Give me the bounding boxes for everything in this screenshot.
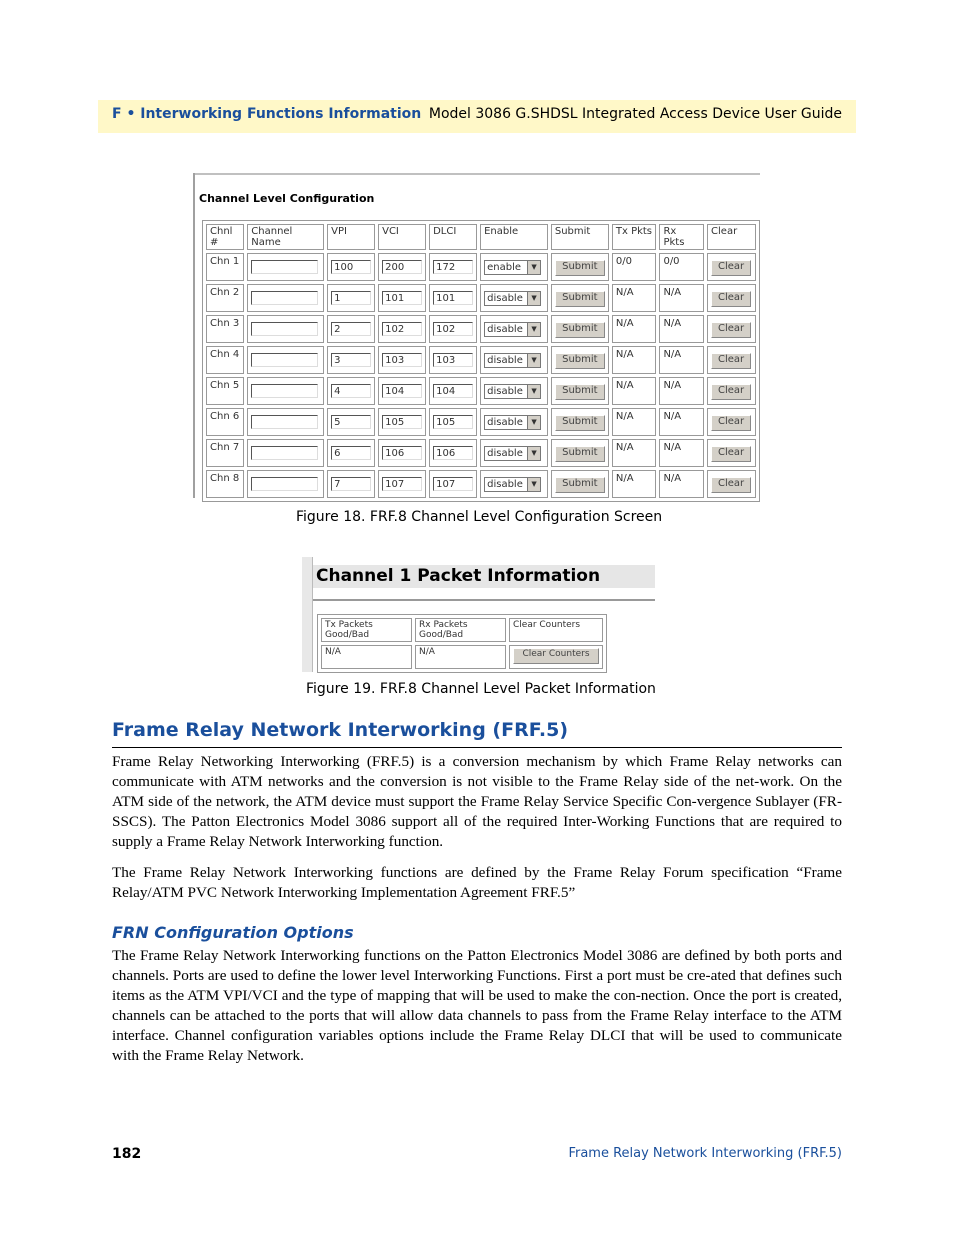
channel-number: Chn 7 xyxy=(206,439,244,467)
col-header-rx-packets: Rx Packets Good/Bad xyxy=(415,618,506,642)
vpi-cell xyxy=(327,253,375,281)
clear-button[interactable]: Clear xyxy=(711,415,751,431)
col-header-tx-pkts: Tx Pkts xyxy=(612,224,657,250)
col-header-vci: VCI xyxy=(378,224,426,250)
enable-select[interactable] xyxy=(484,291,541,306)
rx-pkts-value: N/A xyxy=(659,408,704,436)
tx-pkts-value: 0/0 xyxy=(612,253,657,281)
clear-cell xyxy=(707,470,756,498)
rx-pkts-value: N/A xyxy=(659,439,704,467)
figure-19-screenshot xyxy=(302,557,656,672)
tx-packets-value: N/A xyxy=(321,645,412,669)
submit-cell xyxy=(551,253,609,281)
enable-cell xyxy=(480,439,548,467)
vci-input[interactable]: 103 xyxy=(382,353,422,367)
col-header-enable: Enable xyxy=(480,224,548,250)
enable-select[interactable] xyxy=(484,353,541,368)
figure-18-screenshot xyxy=(193,173,760,498)
submit-button[interactable]: Submit xyxy=(555,477,605,493)
dlci-cell xyxy=(429,470,477,498)
paragraph-2: The Frame Relay Network Interworking functions are defined by the Frame Relay Forum specification “Frame Relay/ATM PVC Network Interworking Implementation Agreement FRF.5” xyxy=(112,864,842,901)
vpi-cell xyxy=(327,346,375,374)
title-rule xyxy=(313,599,655,601)
vpi-input[interactable]: 2 xyxy=(331,322,371,336)
dlci-input[interactable]: 103 xyxy=(433,353,473,367)
enable-selected-value: disable xyxy=(487,324,523,335)
col-header-clear: Clear xyxy=(707,224,756,250)
channel-name-input[interactable] xyxy=(251,477,318,491)
vpi-cell xyxy=(327,377,375,405)
vpi-input[interactable]: 5 xyxy=(331,415,371,429)
channel-name-cell xyxy=(247,408,324,436)
dlci-input[interactable]: 101 xyxy=(433,291,473,305)
vpi-input[interactable]: 7 xyxy=(331,477,371,491)
clear-cell xyxy=(707,346,756,374)
submit-cell xyxy=(551,470,609,498)
clear-counters-cell xyxy=(509,645,603,669)
vci-cell xyxy=(378,408,426,436)
table-row xyxy=(206,408,756,436)
clear-counters-button[interactable]: Clear Counters xyxy=(513,648,599,664)
rx-pkts-value: N/A xyxy=(659,377,704,405)
dlci-cell xyxy=(429,346,477,374)
enable-selected-value: disable xyxy=(487,355,523,366)
rx-pkts-value: N/A xyxy=(659,315,704,343)
col-header-channel-name: Channel Name xyxy=(247,224,324,250)
channel-config-table xyxy=(202,220,760,502)
vci-cell xyxy=(378,346,426,374)
enable-cell xyxy=(480,470,548,498)
table-row xyxy=(206,253,756,281)
col-header-rx-pkts: Rx Pkts xyxy=(659,224,704,250)
vpi-cell xyxy=(327,315,375,343)
submit-button[interactable]: Submit xyxy=(555,446,605,462)
vci-cell xyxy=(378,470,426,498)
vci-cell xyxy=(378,284,426,312)
enable-selected-value: disable xyxy=(487,448,523,459)
col-header-vpi: VPI xyxy=(327,224,375,250)
submit-button[interactable]: Submit xyxy=(555,260,605,276)
channel-number: Chn 2 xyxy=(206,284,244,312)
tx-pkts-value: N/A xyxy=(612,377,657,405)
figure-19-caption: Figure 19. FRF.8 Channel Level Packet Information xyxy=(306,681,656,697)
clear-cell xyxy=(707,315,756,343)
table-row xyxy=(206,377,756,405)
enable-select[interactable] xyxy=(484,477,541,492)
enable-selected-value: disable xyxy=(487,386,523,397)
channel-name-cell xyxy=(247,346,324,374)
dlci-input[interactable]: 105 xyxy=(433,415,473,429)
rx-pkts-value: N/A xyxy=(659,470,704,498)
col-header-dlci: DLCI xyxy=(429,224,477,250)
channel-name-input[interactable] xyxy=(251,353,318,367)
footer-section-name: Frame Relay Network Interworking (FRF.5) xyxy=(568,1146,842,1161)
submit-cell xyxy=(551,315,609,343)
rx-pkts-value: N/A xyxy=(659,284,704,312)
channel-name-input[interactable] xyxy=(251,322,318,336)
vpi-cell xyxy=(327,284,375,312)
dlci-input[interactable]: 104 xyxy=(433,384,473,398)
dropdown-arrow-icon: ▼ xyxy=(527,261,540,274)
vpi-cell xyxy=(327,408,375,436)
vpi-input[interactable]: 1 xyxy=(331,291,371,305)
enable-select[interactable] xyxy=(484,384,541,399)
enable-selected-value: disable xyxy=(487,479,523,490)
dlci-cell xyxy=(429,377,477,405)
dlci-input[interactable]: 107 xyxy=(433,477,473,491)
submit-button[interactable]: Submit xyxy=(555,353,605,369)
submit-cell xyxy=(551,284,609,312)
rx-pkts-value: N/A xyxy=(659,346,704,374)
frame-left-border xyxy=(302,557,313,672)
col-header-chnl: Chnl # xyxy=(206,224,244,250)
dropdown-arrow-icon: ▼ xyxy=(527,354,540,367)
packet-info-title: Channel 1 Packet Information xyxy=(313,565,655,588)
enable-selected-value: disable xyxy=(487,293,523,304)
dropdown-arrow-icon: ▼ xyxy=(527,447,540,460)
enable-cell xyxy=(480,315,548,343)
col-header-clear-counters: Clear Counters xyxy=(509,618,603,642)
col-header-submit: Submit xyxy=(551,224,609,250)
enable-select[interactable] xyxy=(484,322,541,337)
table-row xyxy=(206,284,756,312)
channel-name-cell xyxy=(247,284,324,312)
dlci-cell xyxy=(429,284,477,312)
dlci-cell xyxy=(429,439,477,467)
vci-input[interactable]: 105 xyxy=(382,415,422,429)
figure-18-caption: Figure 18. FRF.8 Channel Level Configuration Screen xyxy=(296,509,663,525)
tx-pkts-value: N/A xyxy=(612,315,657,343)
enable-cell xyxy=(480,284,548,312)
submit-button[interactable]: Submit xyxy=(555,384,605,400)
section-rule xyxy=(112,747,842,748)
channel-name-input[interactable] xyxy=(251,446,318,460)
table-header-row xyxy=(321,618,603,642)
channel-name-cell xyxy=(247,377,324,405)
table-row xyxy=(206,346,756,374)
frame-left-border xyxy=(193,173,195,498)
paragraph-1: Frame Relay Networking Interworking (FRF.5) is a conversion mechanism by which Frame Relay networks can communicate with ATM networks and the conversion is not visible to the Frame Relay side of the net-work. On the ATM side of the network, the ATM device must support the Frame Relay Service Specific Con-vergence Sublayer (FR-SSCS). The Patton Electronics Model 3086 support all of the required Inter-Working Functions that are required to supply a Frame Relay Network Interworking function. xyxy=(112,753,842,850)
clear-button[interactable]: Clear xyxy=(711,384,751,400)
vpi-cell xyxy=(327,470,375,498)
vpi-input[interactable]: 3 xyxy=(331,353,371,367)
vci-cell xyxy=(378,253,426,281)
header-chapter: F • Interworking Functions Information xyxy=(112,106,422,122)
channel-name-cell xyxy=(247,439,324,467)
vpi-cell xyxy=(327,439,375,467)
enable-selected-value: enable xyxy=(487,262,522,273)
table-row xyxy=(206,470,756,498)
channel-number: Chn 1 xyxy=(206,253,244,281)
clear-cell xyxy=(707,377,756,405)
channel-number: Chn 3 xyxy=(206,315,244,343)
channel-number: Chn 4 xyxy=(206,346,244,374)
submit-cell xyxy=(551,408,609,436)
vpi-input[interactable]: 100 xyxy=(331,260,371,274)
channel-name-input[interactable] xyxy=(251,415,318,429)
vci-input[interactable]: 102 xyxy=(382,322,422,336)
enable-cell xyxy=(480,346,548,374)
vpi-input[interactable]: 4 xyxy=(331,384,371,398)
table-row xyxy=(321,645,603,669)
dlci-cell xyxy=(429,253,477,281)
vci-input[interactable]: 101 xyxy=(382,291,422,305)
enable-select[interactable] xyxy=(484,415,541,430)
channel-name-input[interactable] xyxy=(251,384,318,398)
dlci-input[interactable]: 106 xyxy=(433,446,473,460)
vci-input[interactable]: 107 xyxy=(382,477,422,491)
channel-name-input[interactable] xyxy=(251,260,318,274)
dropdown-arrow-icon: ▼ xyxy=(527,292,540,305)
submit-cell xyxy=(551,346,609,374)
submit-button[interactable]: Submit xyxy=(555,322,605,338)
clear-button[interactable]: Clear xyxy=(711,353,751,369)
channel-name-cell xyxy=(247,470,324,498)
dlci-input[interactable]: 102 xyxy=(433,322,473,336)
rx-pkts-value: 0/0 xyxy=(659,253,704,281)
clear-cell xyxy=(707,439,756,467)
enable-select[interactable] xyxy=(484,446,541,461)
clear-button[interactable]: Clear xyxy=(711,291,751,307)
tx-pkts-value: N/A xyxy=(612,284,657,312)
submit-cell xyxy=(551,377,609,405)
subsection-title: FRN Configuration Options xyxy=(112,923,354,942)
table-header-row xyxy=(206,224,756,250)
clear-cell xyxy=(707,253,756,281)
enable-select[interactable] xyxy=(484,260,541,275)
dlci-cell xyxy=(429,408,477,436)
submit-button[interactable]: Submit xyxy=(555,291,605,307)
table-row xyxy=(206,315,756,343)
clear-button[interactable]: Clear xyxy=(711,446,751,462)
vci-cell xyxy=(378,315,426,343)
enable-cell xyxy=(480,377,548,405)
tx-pkts-value: N/A xyxy=(612,439,657,467)
clear-cell xyxy=(707,408,756,436)
tx-pkts-value: N/A xyxy=(612,346,657,374)
clear-button[interactable]: Clear xyxy=(711,260,751,276)
channel-name-cell xyxy=(247,315,324,343)
submit-cell xyxy=(551,439,609,467)
dropdown-arrow-icon: ▼ xyxy=(527,416,540,429)
channel-number: Chn 8 xyxy=(206,470,244,498)
dlci-cell xyxy=(429,315,477,343)
section-title: Frame Relay Network Interworking (FRF.5) xyxy=(112,719,569,741)
vci-cell xyxy=(378,439,426,467)
packet-info-table xyxy=(317,614,607,673)
dlci-input[interactable]: 172 xyxy=(433,260,473,274)
vci-input[interactable]: 106 xyxy=(382,446,422,460)
col-header-tx-packets: Tx Packets Good/Bad xyxy=(321,618,412,642)
clear-button[interactable]: Clear xyxy=(711,322,751,338)
channel-config-title: Channel Level Configuration xyxy=(199,192,375,205)
channel-name-cell xyxy=(247,253,324,281)
header-guide-title: Model 3086 G.SHDSL Integrated Access Device User Guide xyxy=(428,106,842,122)
table-row xyxy=(206,439,756,467)
submit-button[interactable]: Submit xyxy=(555,415,605,431)
tx-pkts-value: N/A xyxy=(612,470,657,498)
channel-number: Chn 6 xyxy=(206,408,244,436)
dropdown-arrow-icon: ▼ xyxy=(527,385,540,398)
dropdown-arrow-icon: ▼ xyxy=(527,478,540,491)
vci-cell xyxy=(378,377,426,405)
vpi-input[interactable]: 6 xyxy=(331,446,371,460)
enable-cell xyxy=(480,408,548,436)
tx-pkts-value: N/A xyxy=(612,408,657,436)
vci-input[interactable]: 104 xyxy=(382,384,422,398)
enable-cell xyxy=(480,253,548,281)
dropdown-arrow-icon: ▼ xyxy=(527,323,540,336)
page-number: 182 xyxy=(112,1146,142,1162)
enable-selected-value: disable xyxy=(487,417,523,428)
clear-cell xyxy=(707,284,756,312)
channel-number: Chn 5 xyxy=(206,377,244,405)
vci-input[interactable]: 200 xyxy=(382,260,422,274)
rx-packets-value: N/A xyxy=(415,645,506,669)
frame-top-border xyxy=(193,173,760,175)
clear-button[interactable]: Clear xyxy=(711,477,751,493)
paragraph-3: The Frame Relay Network Interworking functions on the Patton Electronics Model 3086 are defined by both ports and channels. Ports are used to define the lower level Interworking Functions. First a port must be cre-ated that defines such items as the ATM VPI/VCI and the type of mapping that will be used to make the con-nection. Once the port is created, channels can be attached to the ports that will allow data channels to pass from the Frame Relay interface to the ATM interface. Channel configuration variables options include the Frame Relay DLCI that will be used to communicate with the Frame Relay Network. xyxy=(112,947,842,1064)
channel-name-input[interactable] xyxy=(251,291,318,305)
